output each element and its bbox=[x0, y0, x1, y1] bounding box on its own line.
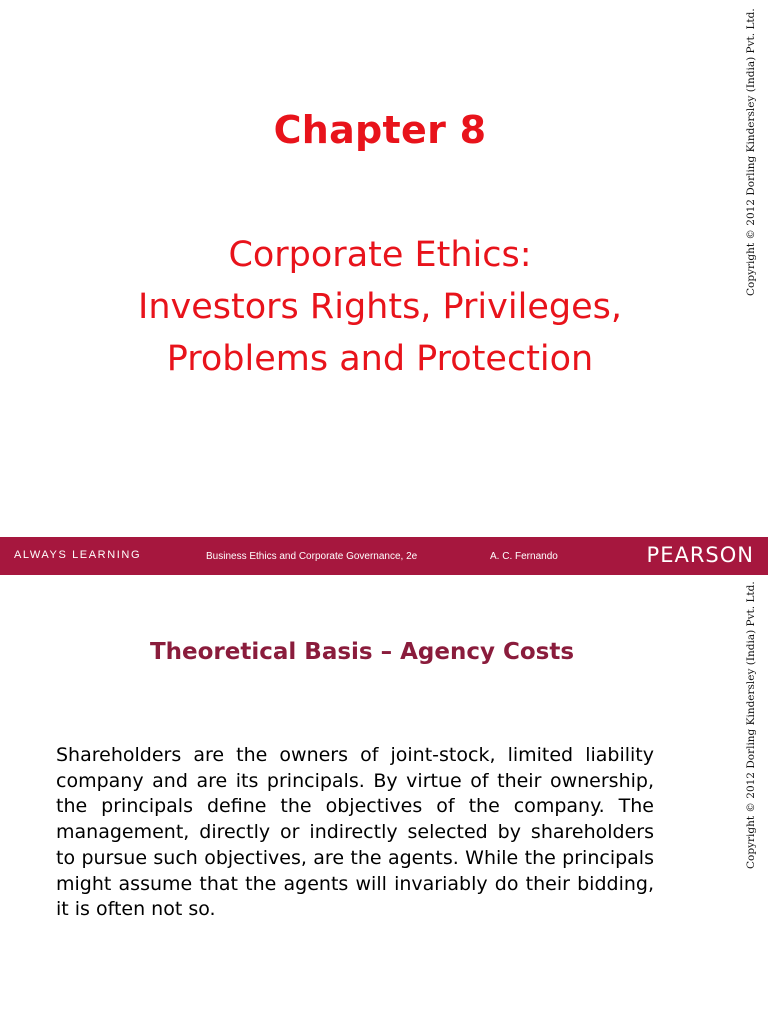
always-learning-label: ALWAYS LEARNING bbox=[14, 549, 142, 561]
chapter-subtitle bbox=[0, 229, 760, 385]
copyright-notice: Copyright © 2012 Dorling Kindersley (India) Pvt. Ltd. bbox=[745, 581, 757, 869]
subtitle-line-2: Investors Rights, Privileges, bbox=[138, 287, 622, 327]
pearson-footer-bar bbox=[0, 537, 768, 575]
subtitle-line-1: Corporate Ethics: bbox=[228, 235, 532, 275]
slide-agency-costs bbox=[0, 576, 768, 1024]
section-title: Theoretical Basis – Agency Costs bbox=[149, 639, 575, 665]
author-name: A. C. Fernando bbox=[490, 551, 558, 562]
body-paragraph: Shareholders are the owners of joint-stock, limited liability company and are its principals. By virtue of their ownership, the principals define the objectives of the company. The management, directly or indirectly selected by shareholders to pursue such objectives, are the agents. While the principals might assume that the agents will invariably do their bidding, it is often not so. bbox=[56, 744, 654, 921]
chapter-heading: Chapter 8 bbox=[273, 108, 487, 152]
pearson-logo: PEARSON bbox=[646, 543, 754, 567]
book-title: Business Ethics and Corporate Governance, 2e bbox=[206, 551, 418, 562]
copyright-notice: Copyright © 2012 Dorling Kindersley (India) Pvt. Ltd. bbox=[745, 8, 757, 296]
subtitle-line-3: Problems and Protection bbox=[166, 339, 594, 379]
